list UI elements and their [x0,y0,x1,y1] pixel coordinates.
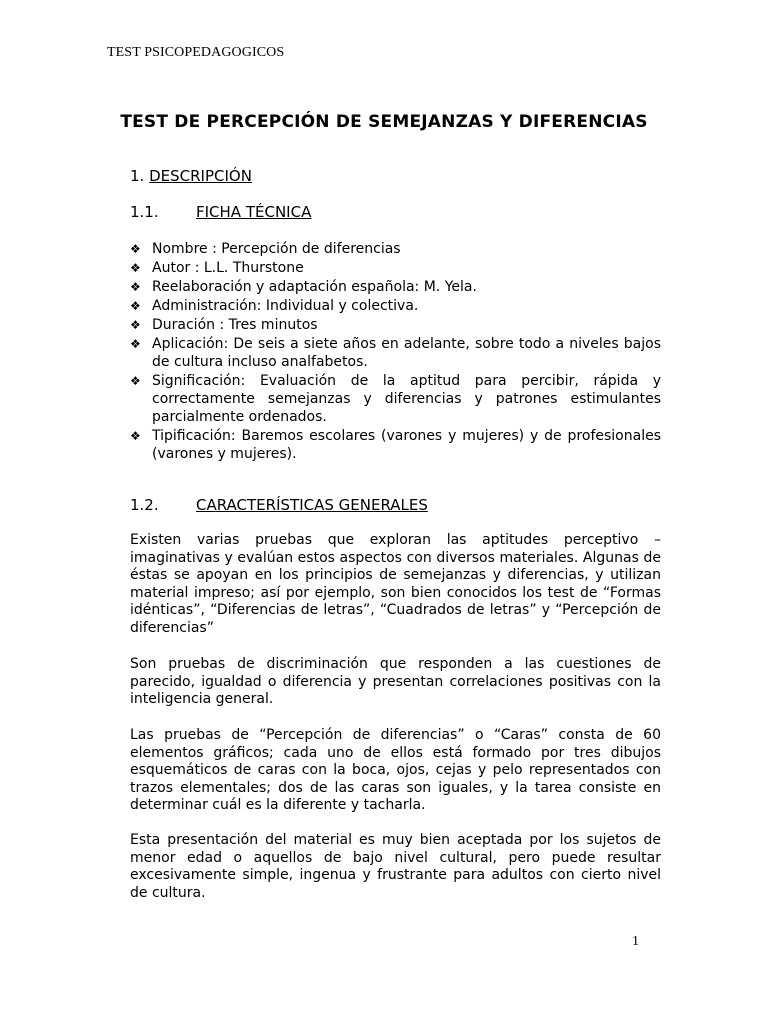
page-number: 1 [632,934,639,949]
body-paragraph: Las pruebas de “Percepción de diferencias” o “Caras” consta de 60 elementos gráficos; cada uno de ellos está formado por tres dibujos esquemáticos de caras con la boca, ojos, cejas y pelo representados con trazos elementales; dos de las caras son iguales, y la tarea consiste en determinar cuál es la diferente y tacharla. [130,727,661,814]
diamond-bullet-icon: ❖ [130,280,141,294]
diamond-bullet-icon: ❖ [130,299,141,313]
diamond-bullet-icon: ❖ [130,261,141,275]
ficha-tecnica-list [130,240,661,464]
document-title: TEST DE PERCEPCIÓN DE SEMEJANZAS Y DIFERENCIAS [120,112,648,132]
list-item: ❖ Tipificación: Baremos escolares (varones y mujeres) y de profesionales (varones y mujeres). [130,428,661,462]
section-label: CARACTERÍSTICAS GENERALES [196,496,428,514]
list-item: ❖ Significación: Evaluación de la aptitud para percibir, rápida y correctamente semejanzas y diferencias y patrones estimulantes parcialmente ordenados. [130,373,661,425]
section-number: 1. [130,167,145,185]
section-heading-caracteristicas [130,496,428,514]
list-item: ❖ Reelaboración y adaptación española: M. Yela. [130,279,477,295]
body-paragraph: Son pruebas de discriminación que responden a las cuestiones de parecido, igualdad o diferencia y presentan correlaciones positivas con la inteligencia general. [130,656,661,708]
diamond-bullet-icon: ❖ [130,374,141,388]
list-item: ❖ Nombre : Percepción de diferencias [130,241,401,257]
section-heading-ficha-tecnica [130,203,311,221]
diamond-bullet-icon: ❖ [130,337,141,351]
diamond-bullet-icon: ❖ [130,242,141,256]
section-number: 1.1. [130,203,159,221]
body-paragraph: Esta presentación del material es muy bien aceptada por los sujetos de menor edad o aquellos de bajo nivel cultural, pero puede resultar excesivamente simple, ingenua y frustrante para adultos con cierto nivel de cultura. [130,832,661,901]
body-paragraph: Existen varias pruebas que exploran las aptitudes perceptivo – imaginativas y evalúan estos aspectos con diversos materiales. Algunas de éstas se apoyan en los principios de semejanzas y diferencias, y utilizan material impreso; así por ejemplo, son bien conocidos los test de “Formas idénticas”, “Diferencias de letras”, “Cuadrados de letras” y “Percepción de diferencias” [130,532,661,636]
list-item: ❖ Duración : Tres minutos [130,317,318,333]
diamond-bullet-icon: ❖ [130,318,141,332]
section-label: FICHA TÉCNICA [196,203,312,221]
list-item: ❖ Autor : L.L. Thurstone [130,260,304,276]
section-heading-descripcion [130,167,252,185]
running-header: TEST PSICOPEDAGOGICOS [107,45,285,60]
section-label: DESCRIPCIÓN [149,167,252,185]
list-item: ❖ Aplicación: De seis a siete años en adelante, sobre todo a niveles bajos de cultura incluso analfabetos. [130,336,661,370]
list-item: ❖ Administración: Individual y colectiva. [130,298,419,314]
section-number: 1.2. [130,496,159,514]
diamond-bullet-icon: ❖ [130,429,141,443]
